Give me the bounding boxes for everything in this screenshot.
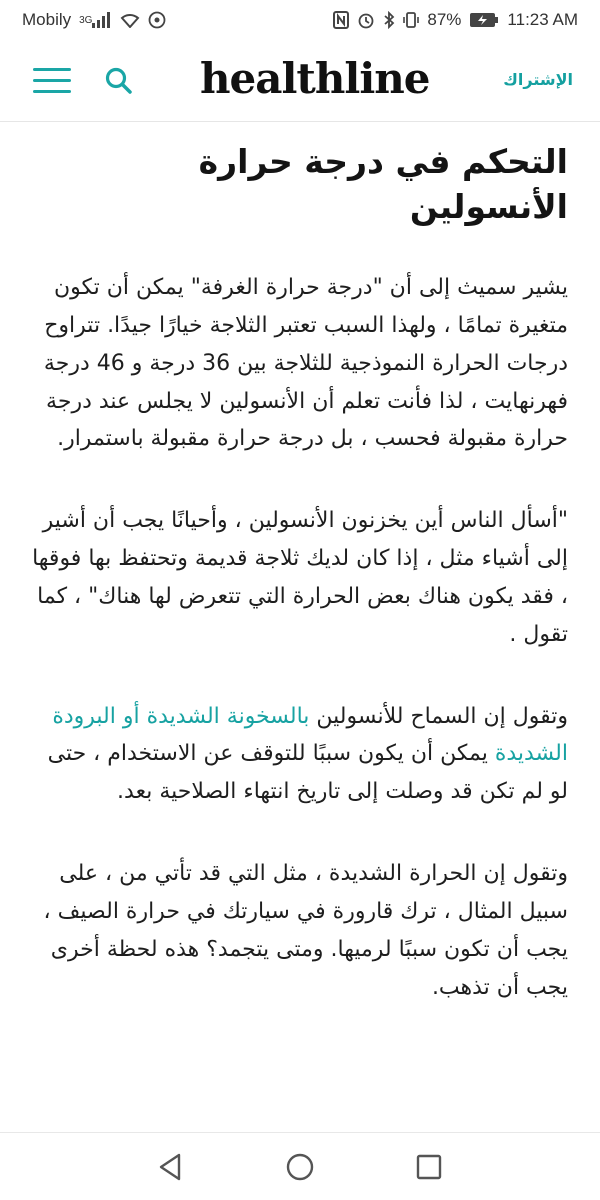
- paragraph-4: وتقول إن الحرارة الشديدة ، مثل التي قد تأتي من ، على سبيل المثال ، ترك قارورة في سيارتك في حرارة الصيف ، يجب أن تكون سببًا لرميها. ومتى يتجمد؟ هذه لحظة أخرى يجب أن تذهب.: [43, 861, 568, 1000]
- healthline-logo[interactable]: healthline: [200, 54, 430, 103]
- extreme-temperature-link[interactable]: بالسخونة الشديدة أو البرودة الشديدة: [52, 703, 568, 767]
- search-icon[interactable]: [104, 66, 134, 96]
- paragraph-1: يشير سميث إلى أن "درجة حرارة الغرفة" يمكن أن تكون متغيرة تمامًا ، ولهذا السبب تعتبر الثلاجة خيارًا جيدًا. تتراوح درجات الحرارة النموذجية للثلاجة بين 36 درجة و 46 درجة فهرنهايت ، لذا فأنت تعلم أن الأنسولين لا يجلس عند درجة حرارة مقبولة فحسب ، بل درجة حرارة مقبولة باستمرار.: [43, 275, 568, 452]
- paragraph-3: [32, 698, 568, 811]
- bluetooth-icon: [383, 11, 395, 29]
- battery-percent: 87%: [427, 10, 462, 29]
- navigation-bar: [0, 1132, 600, 1200]
- menu-icon[interactable]: [33, 68, 71, 98]
- article-title: التحكم في درجة حرارة الأنسولين: [198, 142, 568, 226]
- back-icon[interactable]: [155, 1151, 187, 1183]
- status-bar: [0, 0, 600, 40]
- status-right: [333, 10, 578, 30]
- alarm-icon: [357, 11, 375, 29]
- clock: 11:23 AM: [507, 10, 578, 29]
- whatsapp-icon: [148, 11, 166, 29]
- vibrate-icon: [403, 11, 419, 29]
- signal-icon: [79, 12, 112, 28]
- battery-charging-icon: [469, 12, 499, 28]
- nfc-icon: [333, 11, 349, 29]
- network-type: 3G: [79, 14, 93, 26]
- carrier-label: Mobily: [22, 10, 72, 29]
- wifi-icon: [120, 12, 140, 28]
- article: [32, 140, 568, 1050]
- recents-icon[interactable]: [413, 1151, 445, 1183]
- paragraph-3-text-end: يمكن أن يكون سببًا للتوقف عن الاستخدام ، حتى لو لم تكن قد وصلت إلى تاريخ انتهاء الصلاحية بعد.: [47, 741, 568, 805]
- subscribe-link[interactable]: الإشتراك: [503, 70, 573, 89]
- paragraph-3-text-start: وتقول إن السماح للأنسولين: [309, 703, 568, 729]
- paragraph-2: "أسأل الناس أين يخزنون الأنسولين ، وأحيانًا يجب أن أشير إلى أشياء مثل ، إذا كان لديك ثلاجة قديمة وتحتفظ بها فوقها ، فقد يكون هناك بعض الحرارة التي تتعرض لها هناك" ، كما تقول .: [32, 508, 568, 647]
- status-left: [22, 10, 166, 30]
- app-header: [0, 42, 600, 122]
- home-icon[interactable]: [284, 1151, 316, 1183]
